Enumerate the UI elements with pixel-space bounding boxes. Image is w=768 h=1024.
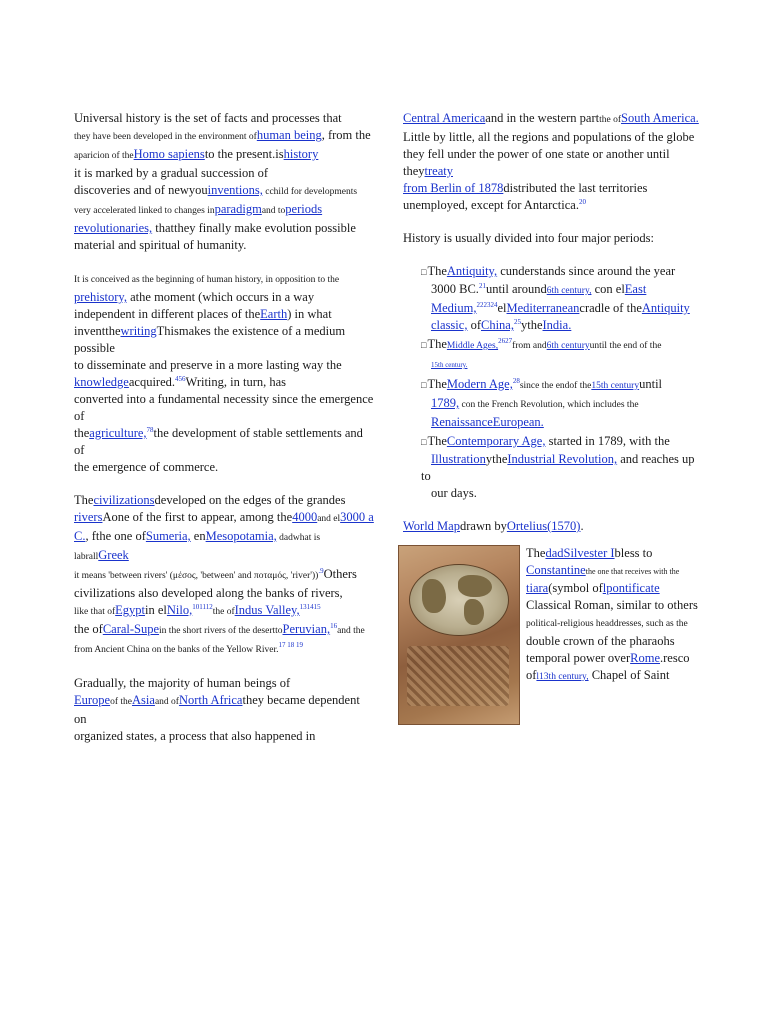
- text: independent in different places of the: [74, 307, 261, 321]
- bullet-box-icon: □: [421, 380, 427, 390]
- text: double crown of the pharaohs: [526, 634, 675, 648]
- map-caption: [403, 518, 703, 535]
- link-india[interactable]: India.: [542, 318, 572, 332]
- link-inventions[interactable]: inventions,: [207, 183, 263, 197]
- map-globe-icon: [409, 564, 509, 636]
- map-land-shape: [422, 579, 446, 613]
- text: con the French Revolution, which includes the: [459, 400, 639, 410]
- list-item-contemporary-age: [421, 433, 703, 502]
- text: , fthe one of: [85, 529, 146, 543]
- map-land-shape: [464, 599, 484, 625]
- left-column: [74, 110, 374, 761]
- text: The: [74, 493, 94, 507]
- link-world-map[interactable]: World Map: [403, 519, 460, 533]
- footnote-ref[interactable]: 17 18 19: [278, 640, 303, 649]
- link-renaissance[interactable]: RenaissanceEuropean.: [431, 415, 544, 429]
- text: and el: [317, 514, 341, 524]
- text: Chapel of Saint: [588, 668, 670, 682]
- world-map-image[interactable]: [398, 545, 520, 725]
- text: thatthey finally make evolution possible: [152, 221, 356, 235]
- link-periods[interactable]: periods: [285, 202, 323, 216]
- text: the development of stable settlements and of: [74, 426, 363, 457]
- text: cunderstands since around the year: [497, 264, 676, 278]
- footnote-ref[interactable]: 21: [478, 281, 486, 290]
- list-item-middle-ages: [421, 336, 703, 374]
- text: The: [427, 434, 447, 448]
- text: Thismakes the existence of a medium possible: [74, 324, 346, 355]
- link-15th-century[interactable]: 15th century.: [431, 361, 468, 369]
- text: drawn by: [459, 519, 507, 533]
- text: and in the western part: [485, 111, 600, 125]
- link-homo-sapiens[interactable]: Homo sapiens: [133, 147, 205, 161]
- link-1570[interactable]: (1570): [547, 519, 581, 533]
- text: from Ancient China on the banks of the Yellow River.: [74, 645, 279, 655]
- footnote-ref[interactable]: 2627: [498, 336, 513, 345]
- link-human-being[interactable]: human being: [256, 128, 322, 142]
- text: and reaches up to: [421, 452, 695, 483]
- bullet-box-icon: □: [421, 340, 427, 350]
- text: discoveries and of newyou: [74, 183, 208, 197]
- link-bc[interactable]: C.: [74, 529, 86, 543]
- text: dadwhat is labrall: [74, 533, 321, 562]
- link-13th-century[interactable]: l13th century,: [536, 672, 589, 682]
- text: to the present.is: [204, 147, 284, 161]
- text: the: [74, 426, 90, 440]
- text: Little by little, all the regions and populations of the globe: [403, 130, 695, 144]
- text: .resco: [660, 651, 690, 665]
- footnote-ref[interactable]: 101112: [192, 602, 213, 611]
- list-item-antiquity: [421, 263, 703, 334]
- text: organized states, a process that also happened in: [74, 729, 316, 743]
- text: they fell under the power of one state or another until they: [403, 147, 670, 178]
- paragraph-periods-intro: History is usually divided into four major periods:: [403, 231, 655, 245]
- figure-description: [526, 545, 706, 686]
- footnote-ref[interactable]: 28: [512, 376, 520, 385]
- link-antiquity[interactable]: Antiquity,: [446, 264, 498, 278]
- figure-block: [403, 545, 703, 686]
- text: aparicion of the: [74, 151, 134, 161]
- text: our days.: [431, 486, 477, 500]
- text: in el: [145, 603, 167, 617]
- bullet-box-icon: □: [421, 267, 427, 277]
- text: .: [580, 519, 584, 533]
- link-greek[interactable]: Greek: [98, 548, 129, 562]
- link-civilizations[interactable]: civilizations: [93, 493, 155, 507]
- link-nilo[interactable]: Nilo,: [166, 603, 193, 617]
- text: civilizations also developed along the banks of rivers,: [74, 586, 343, 600]
- text: Universal history is the set of facts and processes that: [74, 111, 342, 125]
- link-illustration[interactable]: Illustration: [431, 452, 486, 466]
- text: 3000 BC.: [431, 282, 479, 296]
- link-north-africa[interactable]: North Africa: [178, 693, 243, 707]
- link-1789[interactable]: 1789,: [431, 396, 460, 410]
- link-constantine[interactable]: Constantine: [526, 563, 586, 577]
- text: athe moment (which occurs in a way: [127, 290, 315, 304]
- text: to disseminate and preserve in a more lasting way the: [74, 358, 342, 372]
- text: Aone of the first to appear, among the: [102, 510, 293, 524]
- link-contemporary-age[interactable]: Contemporary Age,: [446, 434, 546, 448]
- text: like that of: [74, 607, 116, 617]
- text: very accelerated linked to changes in: [74, 206, 215, 216]
- link-berlin-1878[interactable]: from Berlin of 1878: [403, 181, 504, 195]
- link-east[interactable]: East: [624, 282, 647, 296]
- text: cradle of the: [579, 301, 642, 315]
- text: distributed the last territories: [503, 181, 648, 195]
- link-revolutionaries[interactable]: revolutionaries,: [74, 221, 153, 235]
- text: of the: [110, 697, 133, 707]
- text: (symbol of: [548, 581, 603, 595]
- text: and the: [337, 626, 365, 636]
- footnote-ref[interactable]: 20: [578, 197, 586, 206]
- text: temporal power over: [526, 651, 631, 665]
- text: they became dependent on: [74, 693, 360, 726]
- link-china[interactable]: China,: [481, 318, 514, 332]
- text: con el: [591, 282, 625, 296]
- right-column: [403, 110, 703, 686]
- text: unemployed, except for Antarctica.: [403, 198, 579, 212]
- link-classic[interactable]: classic,: [431, 318, 468, 332]
- footnote-ref[interactable]: 222324: [476, 300, 498, 309]
- link-paradigm[interactable]: paradigm: [214, 202, 262, 216]
- text: acquired.: [128, 375, 176, 389]
- link-egypt[interactable]: Egypt: [115, 603, 146, 617]
- paragraph-civilizations: [74, 492, 374, 659]
- link-asia[interactable]: Asia: [132, 693, 155, 707]
- paragraph-universal-history: [74, 110, 374, 254]
- text: the of: [74, 622, 103, 636]
- link-middle-ages[interactable]: Middle Ages,: [446, 341, 499, 351]
- link-4000[interactable]: 4000: [292, 510, 318, 524]
- link-mediterranean[interactable]: Mediterranean: [506, 301, 580, 315]
- link-rivers[interactable]: rivers: [74, 510, 103, 524]
- link-antiquity-classic[interactable]: Antiquity: [641, 301, 690, 315]
- text: It is conceived as the beginning of human history, in opposition to the: [74, 275, 340, 285]
- text: , from the: [321, 128, 371, 142]
- text: of: [467, 318, 481, 332]
- text: the of: [599, 115, 622, 125]
- text: converted into a fundamental necessity since the emergence of: [74, 392, 374, 423]
- link-peruvian[interactable]: Peruvian,: [282, 622, 331, 636]
- link-treaty[interactable]: treaty: [424, 164, 453, 178]
- text: it means 'between rivers' (μέσος, 'between' and ποταμός, 'river')): [74, 571, 319, 581]
- text: the one that receives with the: [585, 567, 680, 576]
- text: they have been developed in the environment of: [74, 132, 257, 142]
- footnote-ref[interactable]: 456: [175, 374, 186, 383]
- link-3000[interactable]: 3000 a: [340, 510, 374, 524]
- text: The: [427, 337, 447, 351]
- link-6th-century-2[interactable]: 6th century: [546, 341, 590, 351]
- text: it is marked by a gradual succession of: [74, 166, 269, 180]
- link-indus-valley[interactable]: Indus Valley,: [234, 603, 300, 617]
- text: The: [427, 377, 447, 391]
- link-prehistory[interactable]: prehistory,: [74, 290, 127, 304]
- text: until the end of the: [589, 341, 662, 351]
- link-industrial-revolution[interactable]: Industrial Revolution,: [507, 452, 618, 466]
- link-knowledge[interactable]: knowledge: [74, 375, 129, 389]
- text: Classical Roman, similar to others: [526, 598, 698, 612]
- text: from and: [512, 341, 547, 351]
- footnote-ref[interactable]: .9: [318, 566, 324, 575]
- text: and of: [154, 697, 179, 707]
- text: since the endof the: [519, 381, 592, 391]
- text: Gradually, the majority of human beings of: [74, 676, 291, 690]
- link-rome[interactable]: Rome: [630, 651, 660, 665]
- text: inventthe: [74, 324, 121, 338]
- text: the emergence of commerce.: [74, 460, 219, 474]
- link-ortelius[interactable]: Ortelius: [506, 519, 548, 533]
- text: ) in what: [287, 307, 332, 321]
- link-medium[interactable]: Medium,: [431, 301, 477, 315]
- link-agriculture[interactable]: agriculture,: [89, 426, 147, 440]
- text: cchild for developments: [262, 187, 358, 197]
- bullet-box-icon: □: [421, 437, 427, 447]
- text: until: [639, 377, 663, 391]
- text: The: [427, 264, 447, 278]
- list-item-modern-age: [421, 376, 703, 431]
- link-caral-supe[interactable]: Caral-Supe: [102, 622, 160, 636]
- text: Writing, in turn, has: [185, 375, 287, 389]
- text: started in 1789, with the: [545, 434, 670, 448]
- link-europe[interactable]: Europe: [74, 693, 111, 707]
- text: The: [526, 546, 546, 560]
- link-15th-century-2[interactable]: 15th century: [591, 381, 640, 391]
- link-earth[interactable]: Earth: [260, 307, 288, 321]
- footnote-ref[interactable]: 131415: [299, 602, 321, 611]
- periods-list: [421, 263, 703, 502]
- text: material and spiritual of: [74, 238, 197, 252]
- text: ythe: [485, 452, 508, 466]
- text: developed on the edges of the grandes: [154, 493, 346, 507]
- paragraph-americas: [403, 110, 703, 214]
- link-pontificate[interactable]: lpontificate: [602, 581, 660, 595]
- text: and to: [261, 206, 286, 216]
- text: in the short rivers of the desertto: [159, 626, 283, 636]
- text: bless to: [614, 546, 653, 560]
- text: Others: [323, 567, 357, 581]
- text: el: [497, 301, 507, 315]
- paragraph-organized-states: [74, 675, 374, 745]
- text: political-religious headdresses, such as the: [526, 619, 688, 629]
- link-tiara[interactable]: tiara: [526, 581, 549, 595]
- footnote-ref[interactable]: 25: [513, 317, 521, 326]
- link-central-america[interactable]: Central America: [403, 111, 486, 125]
- link-dad[interactable]: dad: [545, 546, 564, 560]
- link-history[interactable]: history: [283, 147, 319, 161]
- map-decoration: [407, 646, 509, 706]
- text: until around: [485, 282, 547, 296]
- text: ythe: [520, 318, 543, 332]
- text: en: [190, 529, 206, 543]
- footnote-ref[interactable]: 78: [146, 425, 154, 434]
- link-6th-century[interactable]: 6th century,: [546, 286, 592, 296]
- link-silvester[interactable]: Silvester I: [563, 546, 615, 560]
- link-mesopotamia[interactable]: Mesopotamia,: [205, 529, 277, 543]
- paragraph-human-history-beginning: [74, 270, 374, 476]
- link-writing[interactable]: writing: [120, 324, 157, 338]
- footnote-ref[interactable]: 16: [330, 621, 338, 630]
- link-sumeria[interactable]: Sumeria,: [145, 529, 191, 543]
- link-south-america[interactable]: South America.: [621, 111, 699, 125]
- text: of: [526, 668, 537, 682]
- map-land-shape: [458, 575, 492, 597]
- text: humanity.: [196, 238, 247, 252]
- text: the of: [212, 607, 235, 617]
- link-modern-age[interactable]: Modern Age,: [446, 377, 513, 391]
